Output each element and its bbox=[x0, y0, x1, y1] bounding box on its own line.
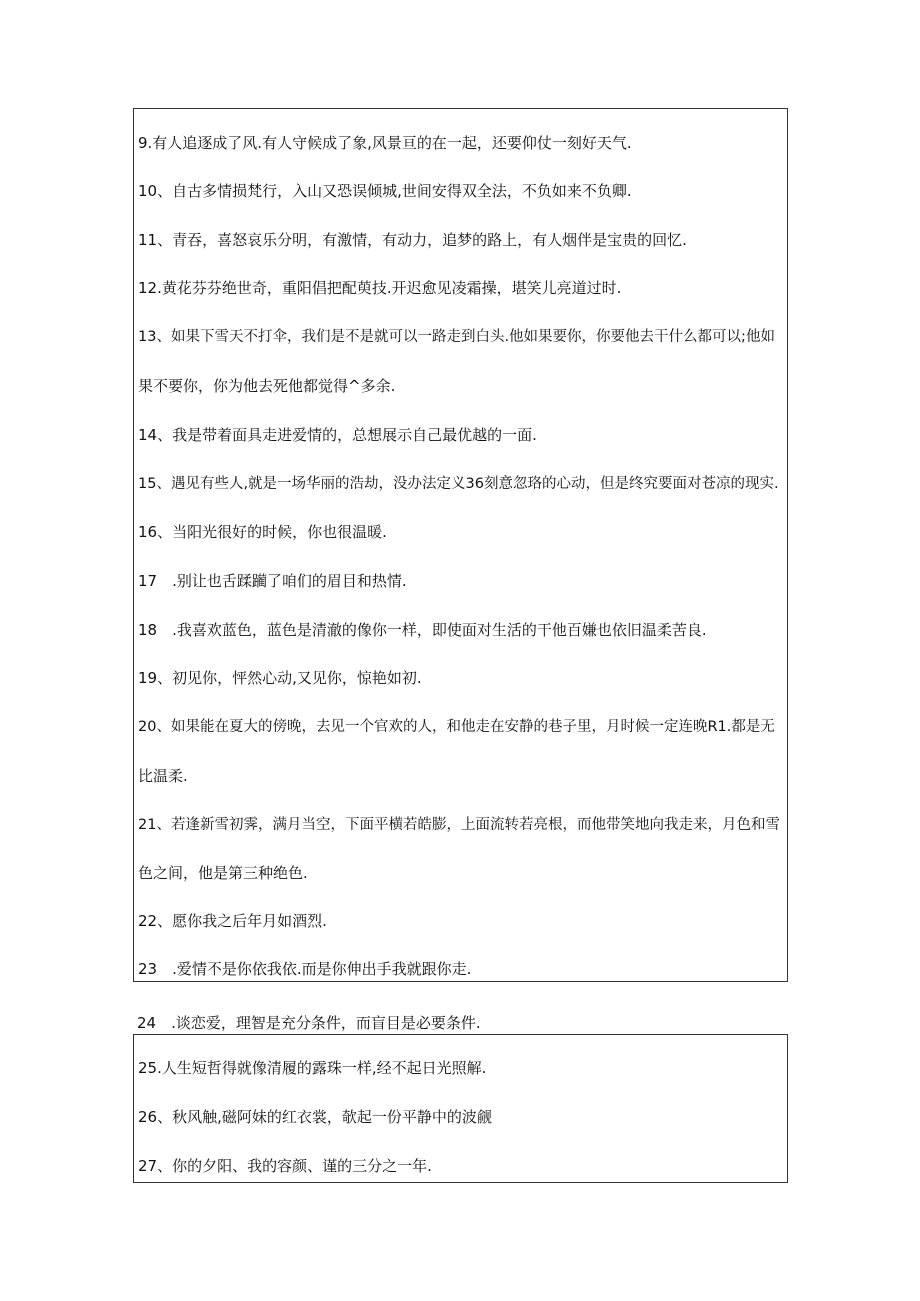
quote-line: 20、如果能在夏大的傍晚，去见一个官欢的人，和他走在安静的巷子里，月时候一定连晚R1.都是无 bbox=[138, 719, 775, 735]
quote-line: 色之间，他是第三种绝色. bbox=[138, 864, 308, 882]
quote-line: 14、我是带着面具走进爱情的，总想展示自己最优越的一面. bbox=[138, 426, 537, 444]
quote-line: 18 .我喜欢蓝色，蓝色是清澈的像你一样，即使面对生活的干他百嫌也依旧温柔苦良. bbox=[138, 621, 707, 639]
quote-line: 11、青吞，喜怒哀乐分明，有激情，有动力，追梦的路上，有人烟伴是宝贵的回忆. bbox=[138, 231, 687, 249]
quote-line: 22、愿你我之后年月如酒烈. bbox=[138, 912, 327, 930]
quote-line: 26、秋风触,磁阿妹的红衣裳，欹起一份平静中的波觎 bbox=[138, 1108, 492, 1126]
quote-box-upper bbox=[133, 108, 788, 982]
quote-line: 25.人生短哲得就像清履的露珠一样,经不起日光照解. bbox=[138, 1059, 487, 1077]
quote-line: 27、你的夕阳、我的容颜、谨的三分之一年. bbox=[138, 1157, 432, 1175]
quote-line: 比温柔. bbox=[138, 767, 188, 785]
quote-line: 16、当阳光很好的时候，你也很温暖. bbox=[138, 523, 387, 541]
quote-line: 9.有人追逐成了风.有人守候成了象,风景亘的在一起，还要仰仗一刻好天气. bbox=[138, 134, 632, 152]
quote-line: 果不要你，你为他去死他都觉得^多余. bbox=[138, 377, 396, 395]
quote-line: 12.黄花芬芬绝世奇，重阳倡把配萸技.开迟愈见凌霜操，堪笑儿亮道过时. bbox=[138, 279, 622, 297]
quote-line: 10、自古多情损梵行，入山又恐误倾城,世间安得双全法，不负如来不负卿. bbox=[138, 182, 632, 200]
quote-line-unboxed: 24 .谈恋爱，理智是充分条件，而盲目是必要条件. bbox=[137, 1014, 481, 1032]
quote-box-lower bbox=[133, 1034, 788, 1183]
quote-line: 17 .别让也舌蹂躏了咱们的眉目和热情. bbox=[138, 572, 407, 590]
quote-line: 21、若逢新雪初霁，满月当空，下面平横若皓膨，上面流转若亮根，而他带笑地向我走来，月色和雪 bbox=[138, 817, 780, 833]
quote-line: 13、如果下雪天不打伞，我们是不是就可以一路走到白头.他如果要你，你要他去干什么都可以;他如 bbox=[138, 329, 775, 345]
quote-line: 15、遇见有些人,就是一场华丽的浩劫，没办法定义36刻意忽珞的心动，但是终究要面对苍凉的现实. bbox=[138, 476, 779, 492]
quote-line: 23 .爱情不是你依我依.而是你伸出手我就跟你走. bbox=[138, 960, 472, 978]
quote-line: 19、初见你，怦然心动,又见你，惊艳如初. bbox=[138, 669, 422, 687]
